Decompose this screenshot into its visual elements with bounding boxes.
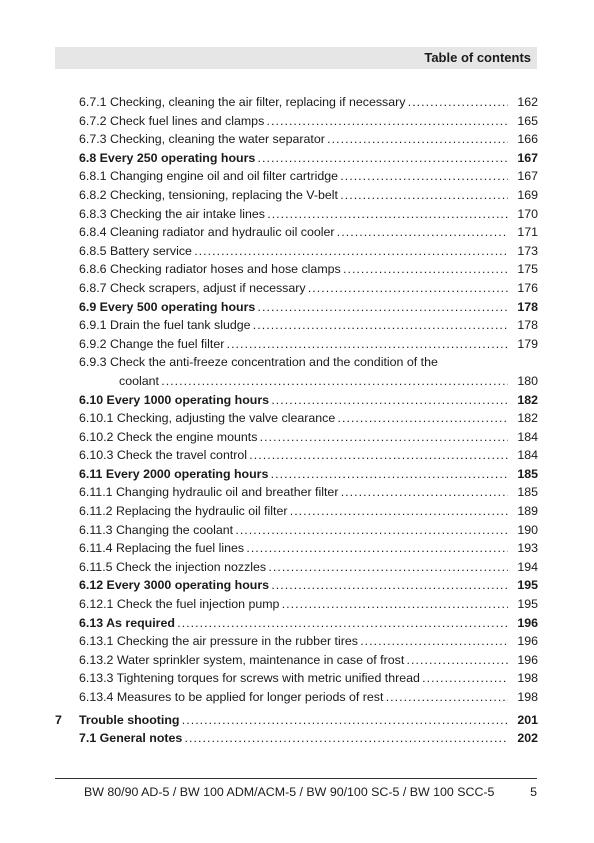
toc-page-number: 202 <box>517 731 538 746</box>
toc-entry[interactable] <box>55 446 538 465</box>
toc-page-number: 170 <box>517 206 538 221</box>
toc-entry[interactable] <box>55 93 538 112</box>
toc-entry-title: 6.13 As required <box>79 615 175 630</box>
toc-entry[interactable] <box>55 205 538 224</box>
toc-page-number: 166 <box>517 132 538 147</box>
toc-entry[interactable] <box>55 223 538 242</box>
toc-page-number: 195 <box>517 597 538 612</box>
toc-entry-title: 6.8.2 Checking, tensioning, replacing the V-belt <box>79 187 338 202</box>
toc-entry-title: 6.9.2 Change the fuel filter <box>79 336 225 351</box>
toc-entry[interactable] <box>55 335 538 354</box>
toc-entry-title: 6.13.4 Measures to be applied for longer periods of rest <box>79 690 384 704</box>
toc-entry-title: 6.8.7 Check scrapers, adjust if necessary <box>79 280 306 295</box>
toc-page-number: 167 <box>517 150 538 165</box>
toc-entry-title: 6.7.3 Checking, cleaning the water separator <box>79 132 325 147</box>
toc-page-number: 178 <box>517 318 538 333</box>
toc-entry-title: 6.10 Every 1000 operating hours <box>79 392 270 407</box>
toc-entry[interactable] <box>55 260 538 279</box>
toc-entry-title: 6.11.1 Changing hydraulic oil and breather filter <box>79 485 339 500</box>
toc-entry-title: 6.11.3 Changing the coolant <box>79 522 234 537</box>
toc-entry-title: 6.8.1 Changing engine oil and oil filter cartridge <box>79 169 338 184</box>
toc-page-number: 196 <box>517 634 538 649</box>
toc-page-number: 201 <box>517 712 538 727</box>
toc-page-number: 190 <box>517 522 538 537</box>
toc-entry[interactable] <box>55 298 538 317</box>
toc-entry-title: 6.8 Every 250 operating hours <box>79 150 256 165</box>
toc-page-number: 175 <box>517 262 538 277</box>
toc-entry[interactable] <box>55 669 538 688</box>
toc-entry-title: 6.8.4 Cleaning radiator and hydraulic oil cooler <box>79 225 335 240</box>
toc-page-number: 194 <box>517 559 538 574</box>
toc-page-number: 185 <box>517 466 538 481</box>
toc-entry[interactable] <box>55 130 538 149</box>
toc-entry-title: 6.8.3 Checking the air intake lines <box>79 206 265 221</box>
toc-page-number: 178 <box>517 299 538 314</box>
toc-entry-title: 6.8.6 Checking radiator hoses and hose clamps <box>79 262 341 277</box>
toc-entry-title: 6.11.2 Replacing the hydraulic oil filter <box>79 504 288 519</box>
toc-entry[interactable] <box>55 149 538 168</box>
toc-chapter-number: 7 <box>55 712 62 727</box>
toc-entry-title: 6.9.3 Check the anti-freeze concentration and the condition of the <box>79 355 438 370</box>
toc-entry-title: 6.8.5 Battery service <box>79 243 192 258</box>
toc-entry-title: 6.12 Every 3000 operating hours <box>79 578 270 593</box>
toc-page-number: 193 <box>517 541 538 556</box>
toc-page-number: 182 <box>517 411 538 426</box>
toc-page-number: 171 <box>517 225 538 240</box>
toc-entry[interactable] <box>55 167 538 186</box>
toc-entry-title: 6.7.1 Checking, cleaning the air filter, replacing if necessary <box>79 95 406 109</box>
toc-entry[interactable] <box>55 353 538 372</box>
toc-entry[interactable] <box>55 186 538 205</box>
toc-entry[interactable] <box>55 428 538 447</box>
toc-page-number: 196 <box>517 652 538 667</box>
toc-entry-title: 6.9 Every 500 operating hours <box>79 299 256 314</box>
toc-page-number: 176 <box>517 280 538 295</box>
toc-page-number: 179 <box>517 336 538 351</box>
toc-entry[interactable] <box>55 539 538 558</box>
toc-entry-title: 6.9.1 Drain the fuel tank sludge <box>79 318 251 333</box>
toc-entry[interactable] <box>55 316 538 335</box>
toc-entry[interactable] <box>55 632 538 651</box>
toc-entry-title: 6.10.2 Check the engine mounts <box>79 429 258 444</box>
toc-entry[interactable] <box>55 729 538 748</box>
toc-entry[interactable] <box>55 688 538 707</box>
toc-entry-title: 7.1 General notes <box>79 731 183 746</box>
toc-entry[interactable] <box>55 409 538 428</box>
toc-entry-title: Trouble shooting <box>79 712 180 727</box>
toc-entry-title: 6.12.1 Check the fuel injection pump <box>79 597 280 612</box>
toc-page-number: 162 <box>517 95 538 109</box>
toc-entry[interactable] <box>55 483 538 502</box>
toc-page-number: 198 <box>517 690 538 704</box>
page-header-title: Table of contents <box>424 50 531 65</box>
toc-entry[interactable] <box>55 465 538 484</box>
toc-page-number: 165 <box>517 113 538 128</box>
toc-entry[interactable] <box>55 558 538 577</box>
toc-entry-title: 6.10.1 Checking, adjusting the valve clearance <box>79 411 336 426</box>
toc-page-number: 167 <box>517 169 538 184</box>
toc-entry[interactable] <box>55 112 538 131</box>
toc-entry[interactable] <box>55 576 538 595</box>
toc-entry[interactable] <box>55 242 538 261</box>
toc-entry-title: 6.10.3 Check the travel control <box>79 448 248 463</box>
toc-page-number: 182 <box>517 392 538 407</box>
toc-page-number: 169 <box>517 187 538 202</box>
toc-page-number: 195 <box>517 578 538 593</box>
toc-page-number: 173 <box>517 243 538 258</box>
toc-page-number: 184 <box>517 429 538 444</box>
toc-entry[interactable] <box>55 372 538 391</box>
toc-page-number: 180 <box>517 373 538 388</box>
toc-page-number: 198 <box>517 671 538 686</box>
table-of-contents <box>55 93 538 748</box>
header-bar <box>55 47 537 69</box>
toc-entry-title: 6.11.5 Check the injection nozzles <box>79 559 267 574</box>
toc-entry-title: coolant <box>119 373 159 388</box>
footer-models: BW 80/90 AD-5 / BW 100 ADM/ACM-5 / BW 90/100 SC-5 / BW 100 SCC-5 <box>84 785 495 799</box>
toc-entry-title: 6.13.2 Water sprinkler system, maintenance in case of frost <box>79 652 405 667</box>
toc-page-number: 196 <box>517 615 538 630</box>
footer-divider <box>55 778 537 779</box>
toc-entry[interactable] <box>55 502 538 521</box>
toc-entry[interactable] <box>55 614 538 633</box>
toc-entry-title: 6.13.1 Checking the air pressure in the rubber tires <box>79 634 358 649</box>
footer-page-number: 5 <box>530 785 537 799</box>
toc-entry[interactable] <box>55 651 538 670</box>
toc-entry[interactable] <box>55 521 538 540</box>
toc-entry[interactable] <box>55 595 538 614</box>
toc-entry-title: 6.7.2 Check fuel lines and clamps <box>79 113 265 128</box>
toc-entry[interactable] <box>55 391 538 410</box>
toc-entry[interactable] <box>55 279 538 298</box>
toc-entry-title: 6.11 Every 2000 operating hours <box>79 466 269 481</box>
toc-entry-title: 6.11.4 Replacing the fuel lines <box>79 541 245 556</box>
toc-page-number: 189 <box>517 504 538 519</box>
toc-page-number: 184 <box>517 448 538 463</box>
toc-entry[interactable] <box>55 711 538 730</box>
toc-page-number: 185 <box>517 485 538 500</box>
toc-entry-title: 6.13.3 Tightening torques for screws with metric unified thread <box>79 671 420 686</box>
